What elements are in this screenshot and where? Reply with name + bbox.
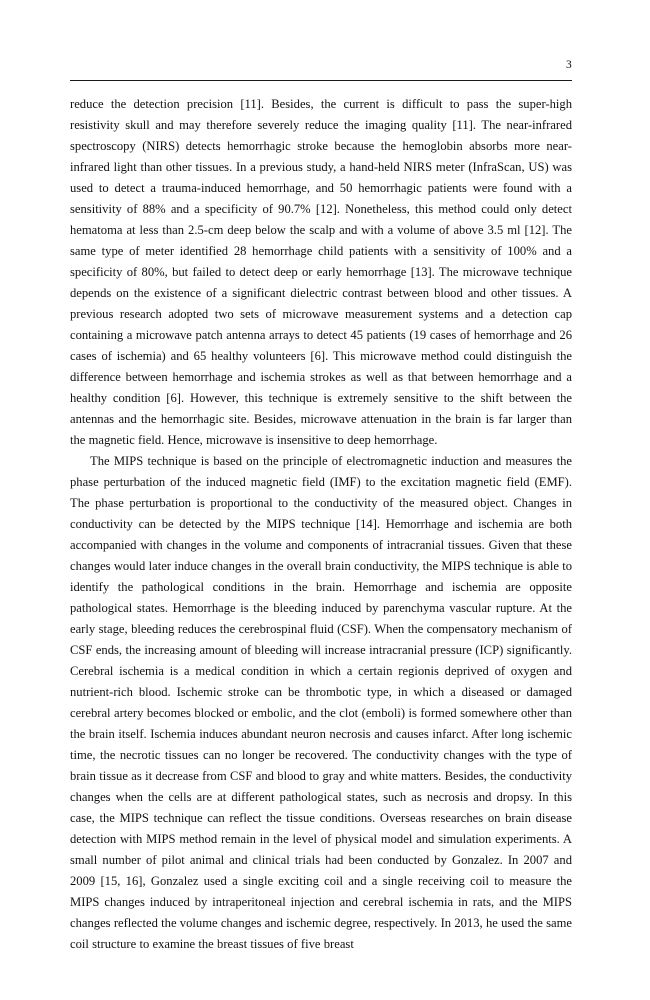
body-text-column bbox=[70, 94, 572, 955]
paragraph-1: reduce the detection precision [11]. Besides, the current is difficult to pass the super-high resistivity skull and may therefore severely reduce the imaging quality [11]. The near-infrared spectroscopy (NIRS) detects hemorrhagic stroke because the hemoglobin absorbs more near-infrared light than other tissues. In a previous study, a hand-held NIRS meter (InfraScan, US) was used to detect a trauma-induced hemorrhage, and 50 hemorrhagic patients were found with a sensitivity of 88% and a specificity of 90.7% [12]. Nonetheless, this method could only detect hematoma at less than 2.5-cm deep below the scalp and with a volume of above 3.5 ml [12]. The same type of meter identified 28 hemorrhage child patients with a sensitivity of 100% and a specificity of 80%, but failed to detect deep or early hemorrhage [13]. The microwave technique depends on the existence of a significant dielectric contrast between blood and other tissues. A previous research adopted two sets of microwave measurement systems and a detection cap containing a microwave patch antenna arrays to detect 45 patients (19 cases of hemorrhage and 26 cases of ischemia) and 65 healthy volunteers [6]. This microwave method could distinguish the difference between hemorrhage and ischemia strokes as well as that between hemorrhage and a healthy condition [6]. However, this technique is extremely sensitive to the shift between the antennas and the hemorrhagic site. Besides, microwave attenuation in the brain is far larger than the magnetic field. Hence, microwave is insensitive to deep hemorrhage. bbox=[70, 97, 572, 447]
page-number: 3 bbox=[566, 59, 572, 71]
header-rule-divider bbox=[70, 80, 572, 81]
page-header bbox=[70, 58, 572, 84]
paragraph-2: The MIPS technique is based on the principle of electromagnetic induction and measures the phase perturbation of the induced magnetic field (IMF) to the excitation magnetic field (EMF). The phase perturbation is proportional to the conductivity of the measured object. Changes in conductivity can be detected by the MIPS technique [14]. Hemorrhage and ischemia are both accompanied with changes in the volume and components of intracranial tissues. Given that these changes would later induce changes in the overall brain conductivity, the MIPS technique is able to identify the pathological conditions in the brain. Hemorrhage and ischemia are opposite pathological states. Hemorrhage is the bleeding induced by parenchyma vascular rupture. At the early stage, bleeding reduces the cerebrospinal fluid (CSF). When the compensatory mechanism of CSF ends, the increasing amount of bleeding will increase intracranial pressure (ICP) significantly. Cerebral ischemia is a medical condition in which a certain regionis deprived of oxygen and nutrient-rich blood. Ischemic stroke can be thrombotic type, in which a diseased or damaged cerebral artery becomes blocked or embolic, and the clot (emboli) is formed somewhere other than the brain itself. Ischemia induces abundant neuron necrosis and causes infarct. After long ischemic time, the necrotic tissues can no longer be recovered. The conductivity changes with the type of brain tissue as it decrease from CSF and blood to gray and white matters. Besides, the conductivity changes when the cells are at different pathological states, such as necrosis and dropsy. In this case, the MIPS technique can reflect the tissue conditions. Overseas researches on brain disease detection with MIPS method remain in the level of physical model and simulation experiments. A small number of pilot animal and clinical trials had been conducted by Gonzalez. In 2007 and 2009 [15, 16], Gonzalez used a single exciting coil and a single receiving coil to measure the MIPS changes induced by intraperitoneal injection and cerebral ischemia in rats, and the MIPS changes reflected the volume changes and ischemic degree, respectively. In 2013, he used the same coil structure to examine the breast tissues of five breast bbox=[70, 454, 572, 951]
